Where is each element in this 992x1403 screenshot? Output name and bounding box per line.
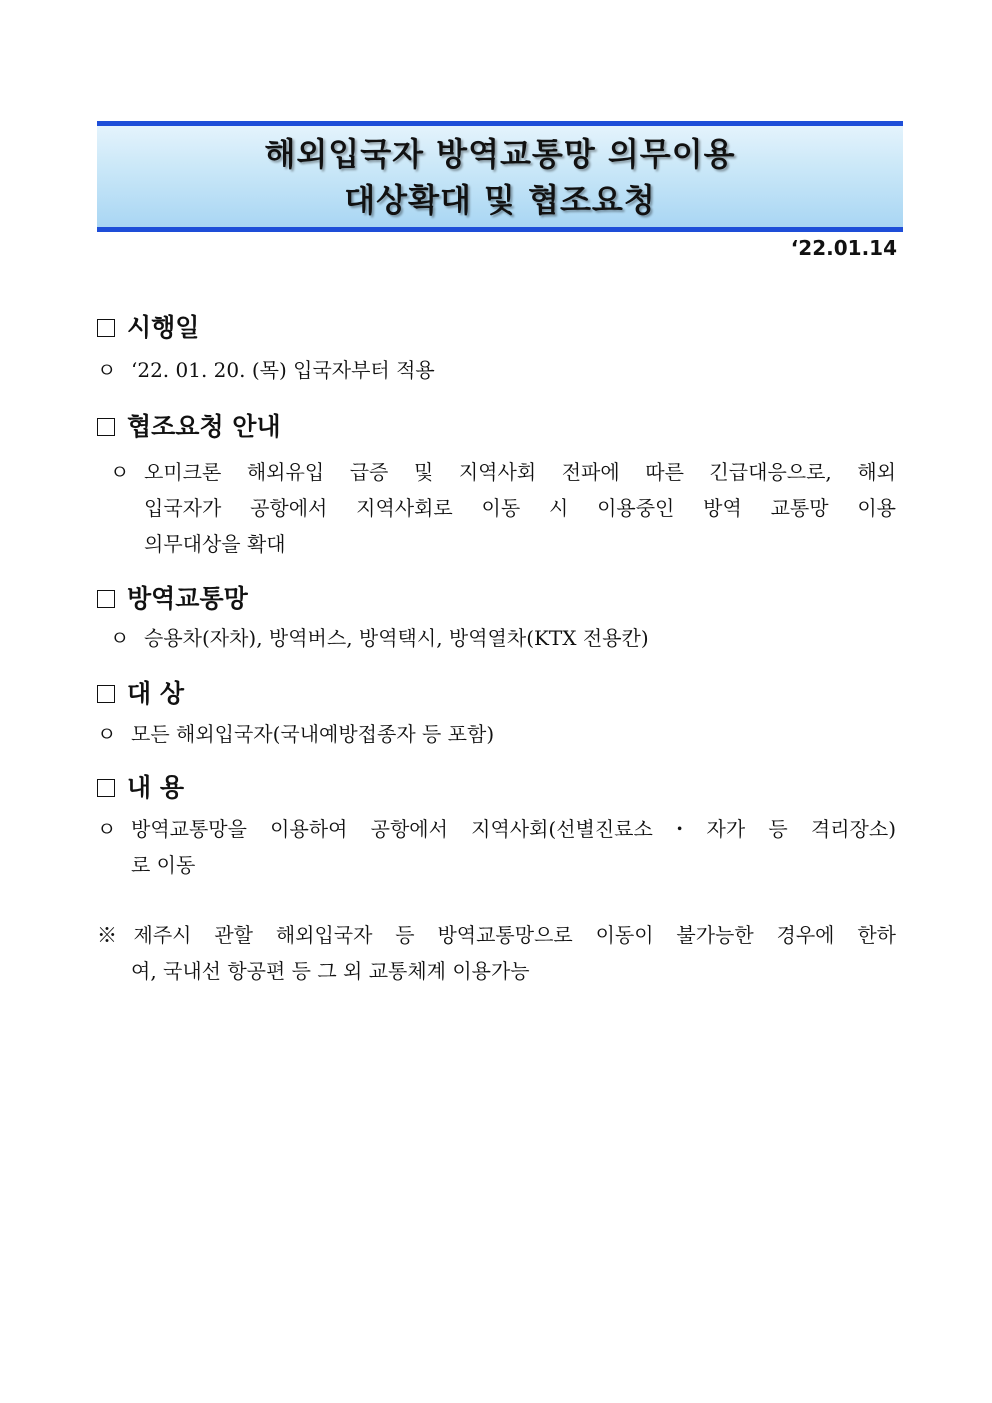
section-heading-label: 시행일 xyxy=(127,313,200,342)
bullet-text: 모든 해외입국자(국내예방접종자 등 포함) xyxy=(131,722,495,746)
circle-bullet-icon: ㅇ xyxy=(97,817,117,841)
checkbox-square-icon xyxy=(97,319,115,337)
section-heading-content xyxy=(97,771,184,805)
title-banner xyxy=(97,121,903,232)
section-heading-request-notice xyxy=(97,410,281,444)
section-heading-label: 협조요청 안내 xyxy=(127,412,281,441)
list-item xyxy=(97,716,494,752)
checkbox-square-icon xyxy=(97,779,115,797)
checkbox-square-icon xyxy=(97,590,115,608)
note-line-2: 여, 국내선 항공편 등 그 외 교통체계 이용가능 xyxy=(131,959,530,983)
section-heading-label: 대 상 xyxy=(127,679,185,708)
circle-bullet-icon: ㅇ xyxy=(110,626,130,650)
section-heading-label: 방역교통망 xyxy=(127,584,248,613)
list-item xyxy=(97,352,435,388)
checkbox-square-icon xyxy=(97,418,115,436)
title-line-1: 해외입국자 방역교통망 의무이용 xyxy=(264,134,736,173)
checkbox-square-icon xyxy=(97,685,115,703)
list-item-line-2: 입국자가 공항에서 지역사회로 이동 시 이용중인 방역 교통망 이용 xyxy=(144,496,896,520)
circle-bullet-icon: ㅇ xyxy=(97,358,117,382)
bullet-text: 승용차(자차), 방역버스, 방역택시, 방역열차(KTX 전용칸) xyxy=(144,626,649,650)
section-heading-label: 내 용 xyxy=(127,773,185,802)
note-line-1: ※제주시 관할 해외입국자 등 방역교통망으로 이동이 불가능한 경우에 한하 xyxy=(97,923,896,947)
list-item-line-2: 로 이동 xyxy=(131,853,196,877)
section-heading-transport-network xyxy=(97,582,248,616)
list-item-line-3: 의무대상을 확대 xyxy=(144,532,286,556)
document-date: ‘22.01.14 xyxy=(790,236,897,260)
list-item xyxy=(110,620,649,656)
title-line-2: 대상확대 및 협조요청 xyxy=(344,180,656,219)
list-item-line-1: 오미크론 해외유입 급증 및 지역사회 전파에 따른 긴급대응으로, 해외 xyxy=(144,460,896,484)
circle-bullet-icon: ㅇ xyxy=(110,460,130,484)
circle-bullet-icon: ㅇ xyxy=(97,722,117,746)
list-item-line-1: 방역교통망을 이용하여 공항에서 지역사회(선별진료소・자가 등 격리장소) xyxy=(131,817,896,841)
bullet-text: ‘22. 01. 20. (목) 입국자부터 적용 xyxy=(131,358,435,382)
section-heading-target xyxy=(97,677,184,711)
section-heading-effective-date xyxy=(97,311,199,345)
